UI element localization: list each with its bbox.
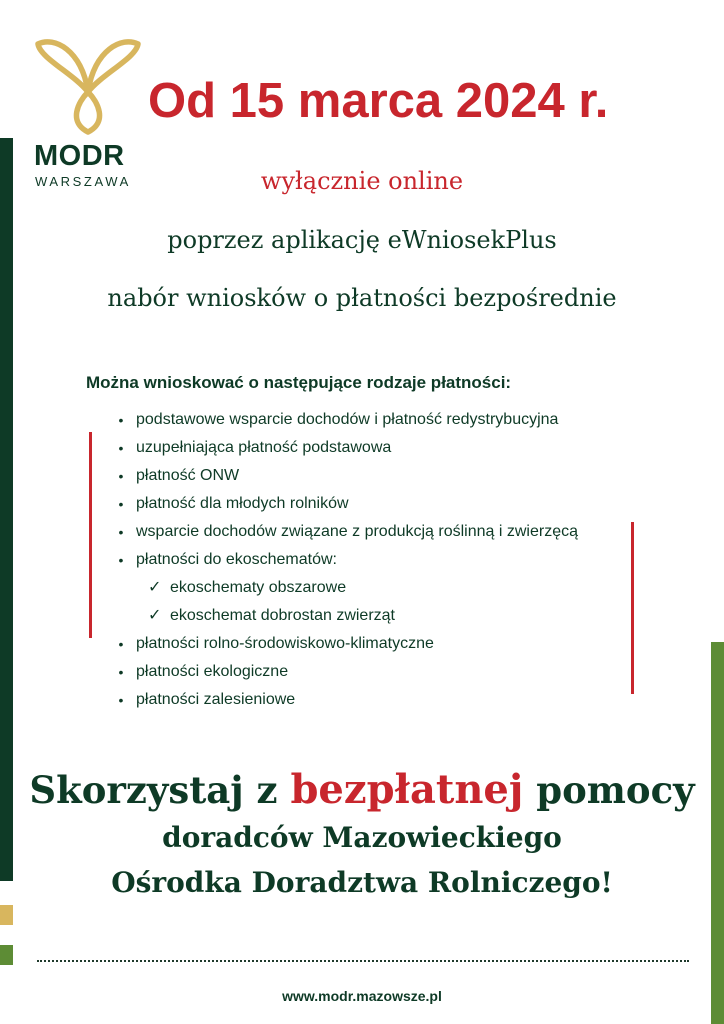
list-item-label: podstawowe wsparcie dochodów i płatność redystrybucyjna [136,411,559,428]
cta-headline [0,765,724,815]
intro-online: wyłącznie online [260,167,464,195]
website-url: www.modr.mazowsze.pl [282,988,442,1004]
decor-red-line-right [631,522,634,694]
bullet-icon: • [118,440,124,456]
bullet-icon: • [118,664,124,680]
sub-list-item-label: ekoschemat dobrostan zwierząt [170,607,395,624]
list-item-label: płatność dla młodych rolników [136,495,349,512]
logo-city: WARSZAWA [35,174,131,189]
cta-highlight: bezpłatnej [290,766,524,813]
intro-app: poprzez aplikację eWniosekPlus [167,226,557,254]
bullet-icon: • [118,692,124,708]
bullet-icon: • [118,412,124,428]
list-item-label: płatności do ekoschematów: [136,551,337,568]
dotted-divider [37,960,689,962]
decor-red-line-left [89,432,92,638]
list-item-label: płatności zalesieniowe [136,691,296,708]
cta-part2: pomocy [523,768,695,812]
intro-nabor: nabór wniosków o płatności bezpośrednie [107,284,617,312]
check-icon: ✓ [148,607,162,624]
list-heading: Można wnioskować o następujące rodzaje płatności: [86,373,512,392]
headline-date: Od 15 marca 2024 r. [148,74,609,128]
cta-line-3: Ośrodka Doradztwa Rolniczego! [111,866,613,899]
bullet-icon: • [118,524,124,540]
list-item-label: płatności rolno-środowiskowo-klimatyczne [136,635,434,652]
bullet-icon: • [118,636,124,652]
sub-list-item-label: ekoschematy obszarowe [170,579,347,596]
list-item-label: uzupełniająca płatność podstawowa [136,439,392,456]
check-icon: ✓ [148,579,162,596]
cta-line-2: doradców Mazowieckiego [162,821,562,854]
decor-square-lime [0,945,13,965]
bullet-icon: • [118,468,124,484]
bullet-icon: • [118,496,124,512]
decor-square-gold [0,905,13,925]
list-item-label: płatność ONW [136,467,240,484]
cta-part1: Skorzystaj z [29,768,291,812]
logo-name: MODR [34,140,125,172]
bullet-icon: • [118,552,124,568]
list-item-label: płatności ekologiczne [136,663,289,680]
trefoil-logo-icon [34,36,142,136]
list-item-label: wsparcie dochodów związane z produkcją roślinną i zwierzęcą [136,523,578,540]
